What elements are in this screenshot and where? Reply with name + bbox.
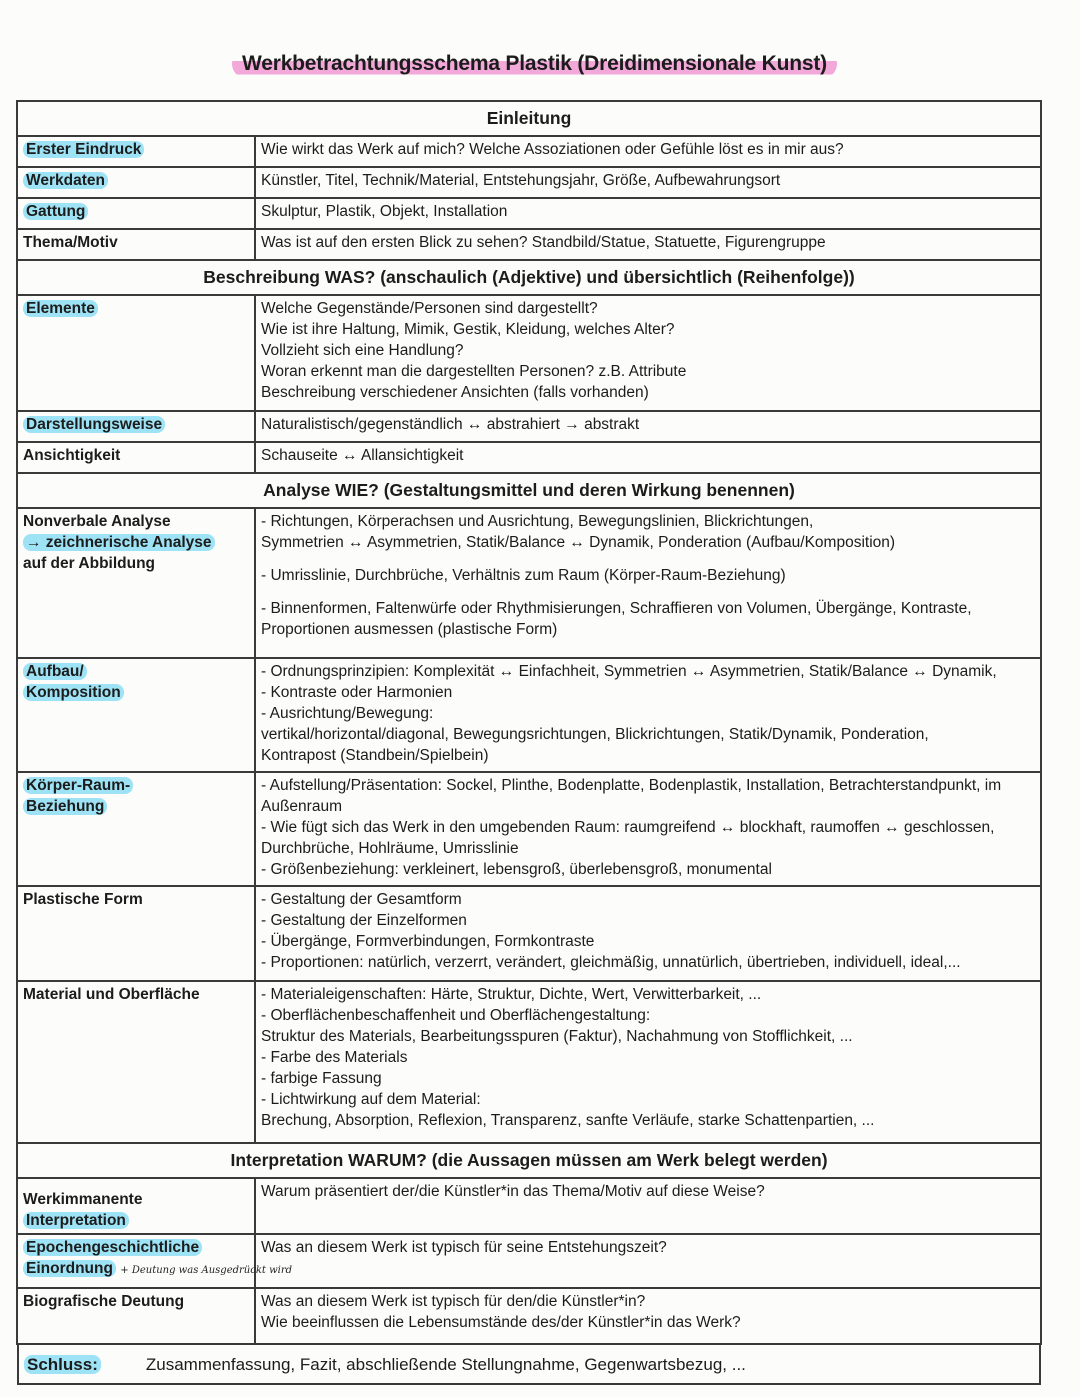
table-row [17,1178,1041,1234]
row-content [255,886,1041,981]
highlighted-label: Körper-Raum- [23,777,133,794]
content-line: - Gestaltung der Einzelformen [261,912,467,929]
row-label: Material und Oberfläche [17,981,255,1143]
table-row [17,411,1041,442]
schluss-row [17,1344,1041,1385]
content-line: Proportionen ausmessen (plastische Form) [261,621,558,638]
content-line: Vollzieht sich eine Handlung? [261,342,464,359]
table-row [17,1234,1041,1288]
highlighted-label: Schluss: [24,1355,101,1374]
highlighted-label: Epochengeschichtliche [23,1239,202,1256]
row-content: Skulptur, Plastik, Objekt, Installation [255,198,1041,229]
label-line [23,775,249,796]
row-label [17,508,255,658]
section-beschreibung [17,260,1041,295]
content-line: - farbige Fassung [261,1070,382,1087]
row-content: Was ist auf den ersten Blick zu sehen? Standbild/Statue, Statuette, Figurengruppe [255,229,1041,260]
label-line [23,1210,249,1231]
highlighted-label: Interpretation [23,1212,129,1229]
section-interpretation [17,1143,1041,1178]
row-content [255,981,1041,1143]
table-row [17,772,1041,886]
row-label: Plastische Form [17,886,255,981]
content-line: - Proportionen: natürlich, verzerrt, verändert, gleichmäßig, unnatürlich, übertrieben, individuell, ideal,... [261,954,961,971]
handwritten-note: + Deutung was Ausgedrückt wird [120,1265,293,1276]
highlighted-label: Komposition [23,684,124,701]
table-row [17,1288,1041,1344]
page-title: Werkbetrachtungsschema Plastik (Dreidimensionale Kunst) [232,50,837,78]
row-content [255,1288,1041,1344]
row-content [255,508,1041,658]
row-content: Was an diesem Werk ist typisch für seine Entstehungszeit? [255,1234,1041,1288]
content-line: - Größenbeziehung: verkleinert, lebensgroß, überlebensgroß, monumental [261,861,772,878]
content-line: - Ausrichtung/Bewegung: [261,705,434,722]
content-line: Durchbrüche, Hohlräume, Umrisslinie [261,840,519,857]
row-content: Naturalistisch/gegenständlich ↔ abstrahiert → abstrakt [255,411,1041,442]
content-line: - Oberflächenbeschaffenheit und Oberflächengestaltung: [261,1007,651,1024]
content-line: Wie beeinflussen die Lebensumstände des/der Künstler*in das Werk? [261,1314,741,1331]
row-label [17,658,255,772]
row-label [17,1234,293,1288]
row-label [17,1178,255,1234]
table-row [17,658,1041,772]
content-line: Was an diesem Werk ist typisch für den/die Künstler*in? [261,1293,646,1310]
row-label [17,772,255,886]
content-line: - Ordnungsprinzipien: Komplexität ↔ Einfachheit, Symmetrien ↔ Asymmetrien, Statik/Balance ↔ Dynamik, [261,663,997,680]
row-label [17,295,255,411]
highlighted-label: → zeichnerische Analyse [23,534,215,551]
content-line: - Binnenformen, Faltenwürfe oder Rhythmisierungen, Schraffieren von Volumen, Übergänge, Kontraste, [261,600,972,617]
row-label: Biografische Deutung [17,1288,255,1344]
table-row [17,295,1041,411]
content-line: - Übergänge, Formverbindungen, Formkontraste [261,933,595,950]
content-line: - Farbe des Materials [261,1049,408,1066]
table-row [17,886,1041,981]
label-line [23,1258,293,1281]
highlighted-label: Gattung [23,203,88,220]
highlighted-label: Erster Eindruck [23,141,144,158]
row-label [17,411,255,442]
row-label [17,198,255,229]
table-row [17,167,1041,198]
content-line: Außenraum [261,798,342,815]
label-line: Nonverbale Analyse [23,513,171,530]
label-line: auf der Abbildung [23,555,156,572]
highlighted-label: Beziehung [23,798,107,815]
table-row [17,442,1041,473]
content-line: vertikal/horizontal/diagonal, Bewegungsrichtungen, Blickrichtungen, Statik/Dynamik, Ponderation, [261,726,929,743]
content-line: - Materialeigenschaften: Härte, Struktur, Dichte, Wert, Verwitterbarkeit, ... [261,986,762,1003]
content-line: Struktur des Materials, Bearbeitungsspuren (Faktur), Nachahmung von Stofflichkeit, ... [261,1028,853,1045]
row-label [17,167,255,198]
label-line [23,796,249,817]
section-heading: Einleitung [17,101,1041,136]
content-line: Welche Gegenstände/Personen sind dargestellt? [261,300,598,317]
highlighted-label: Darstellungsweise [23,416,165,433]
label-line [23,661,249,682]
row-label: Thema/Motiv [17,229,255,260]
content-line: - Umrisslinie, Durchbrüche, Verhältnis zum Raum (Körper-Raum-Beziehung) [261,567,786,584]
content-line: Wie ist ihre Haltung, Mimik, Gestik, Kleidung, welches Alter? [261,321,675,338]
table-row [17,136,1041,167]
section-analyse [17,473,1041,508]
label-line: Werkimmanente [23,1191,143,1208]
table-row [17,508,1041,658]
row-content: Künstler, Titel, Technik/Material, Entstehungsjahr, Größe, Aufbewahrungsort [255,167,1041,198]
highlighted-label: Werkdaten [23,172,108,189]
section-heading: Analyse WIE? (Gestaltungsmittel und deren Wirkung benennen) [17,473,1041,508]
table-row [17,198,1041,229]
content-line: - Gestaltung der Gesamtform [261,891,462,908]
section-einleitung [17,101,1041,136]
row-content: Warum präsentiert der/die Künstler*in das Thema/Motiv auf diese Weise? [255,1178,1041,1234]
section-heading: Interpretation WARUM? (die Aussagen müssen am Werk belegt werden) [17,1143,1041,1178]
content-line: Symmetrien ↔ Asymmetrien, Statik/Balance ↔ Dynamik, Ponderation (Aufbau/Komposition) [261,534,896,551]
schluss-text: Zusammenfassung, Fazit, abschließende Stellungnahme, Gegenwartsbezug, ... [145,1354,746,1374]
row-content [255,772,1041,886]
row-content: Wie wirkt das Werk auf mich? Welche Assoziationen oder Gefühle löst es in mir aus? [255,136,1041,167]
content-line: Beschreibung verschiedener Ansichten (falls vorhanden) [261,384,649,401]
content-line: Kontrapost (Standbein/Spielbein) [261,747,489,764]
label-line [23,1237,249,1258]
content-line: - Kontraste oder Harmonien [261,684,453,701]
label-line [23,682,249,703]
row-label: Ansichtigkeit [17,442,255,473]
table-row [17,229,1041,260]
content-line: - Richtungen, Körperachsen und Ausrichtung, Bewegungslinien, Blickrichtungen, [261,513,814,530]
schluss-label [19,1354,106,1375]
row-content: Schauseite ↔ Allansichtigkeit [255,442,1041,473]
content-line: Brechung, Absorption, Reflexion, Transparenz, sanfte Verläufe, starke Schattenpartien, ... [261,1112,875,1129]
table-row [17,981,1041,1143]
schluss-box [17,1345,1041,1385]
row-content [255,295,1041,411]
highlighted-label: Einordnung [23,1260,116,1277]
content-line: - Wie fügt sich das Werk in den umgebenden Raum: raumgreifend ↔ blockhaft, raumoffen ↔ geschlossen, [261,819,995,836]
schluss-cell [17,1344,1041,1385]
content-line: - Aufstellung/Präsentation: Sockel, Plinthe, Bodenplatte, Bodenplastik, Installation, Betrachterstandpunkt, im [261,777,1002,794]
content-line: Woran erkennt man die dargestellten Personen? z.B. Attribute [261,363,687,380]
content-line: - Lichtwirkung auf dem Material: [261,1091,481,1108]
label-line [23,532,249,553]
highlighted-label: Elemente [23,300,98,317]
schema-table [16,100,1042,1385]
row-label [17,136,255,167]
row-content [255,658,1041,772]
highlighted-label: Aufbau/ [23,663,87,680]
section-heading: Beschreibung WAS? (anschaulich (Adjektive) und übersichtlich (Reihenfolge)) [17,260,1041,295]
